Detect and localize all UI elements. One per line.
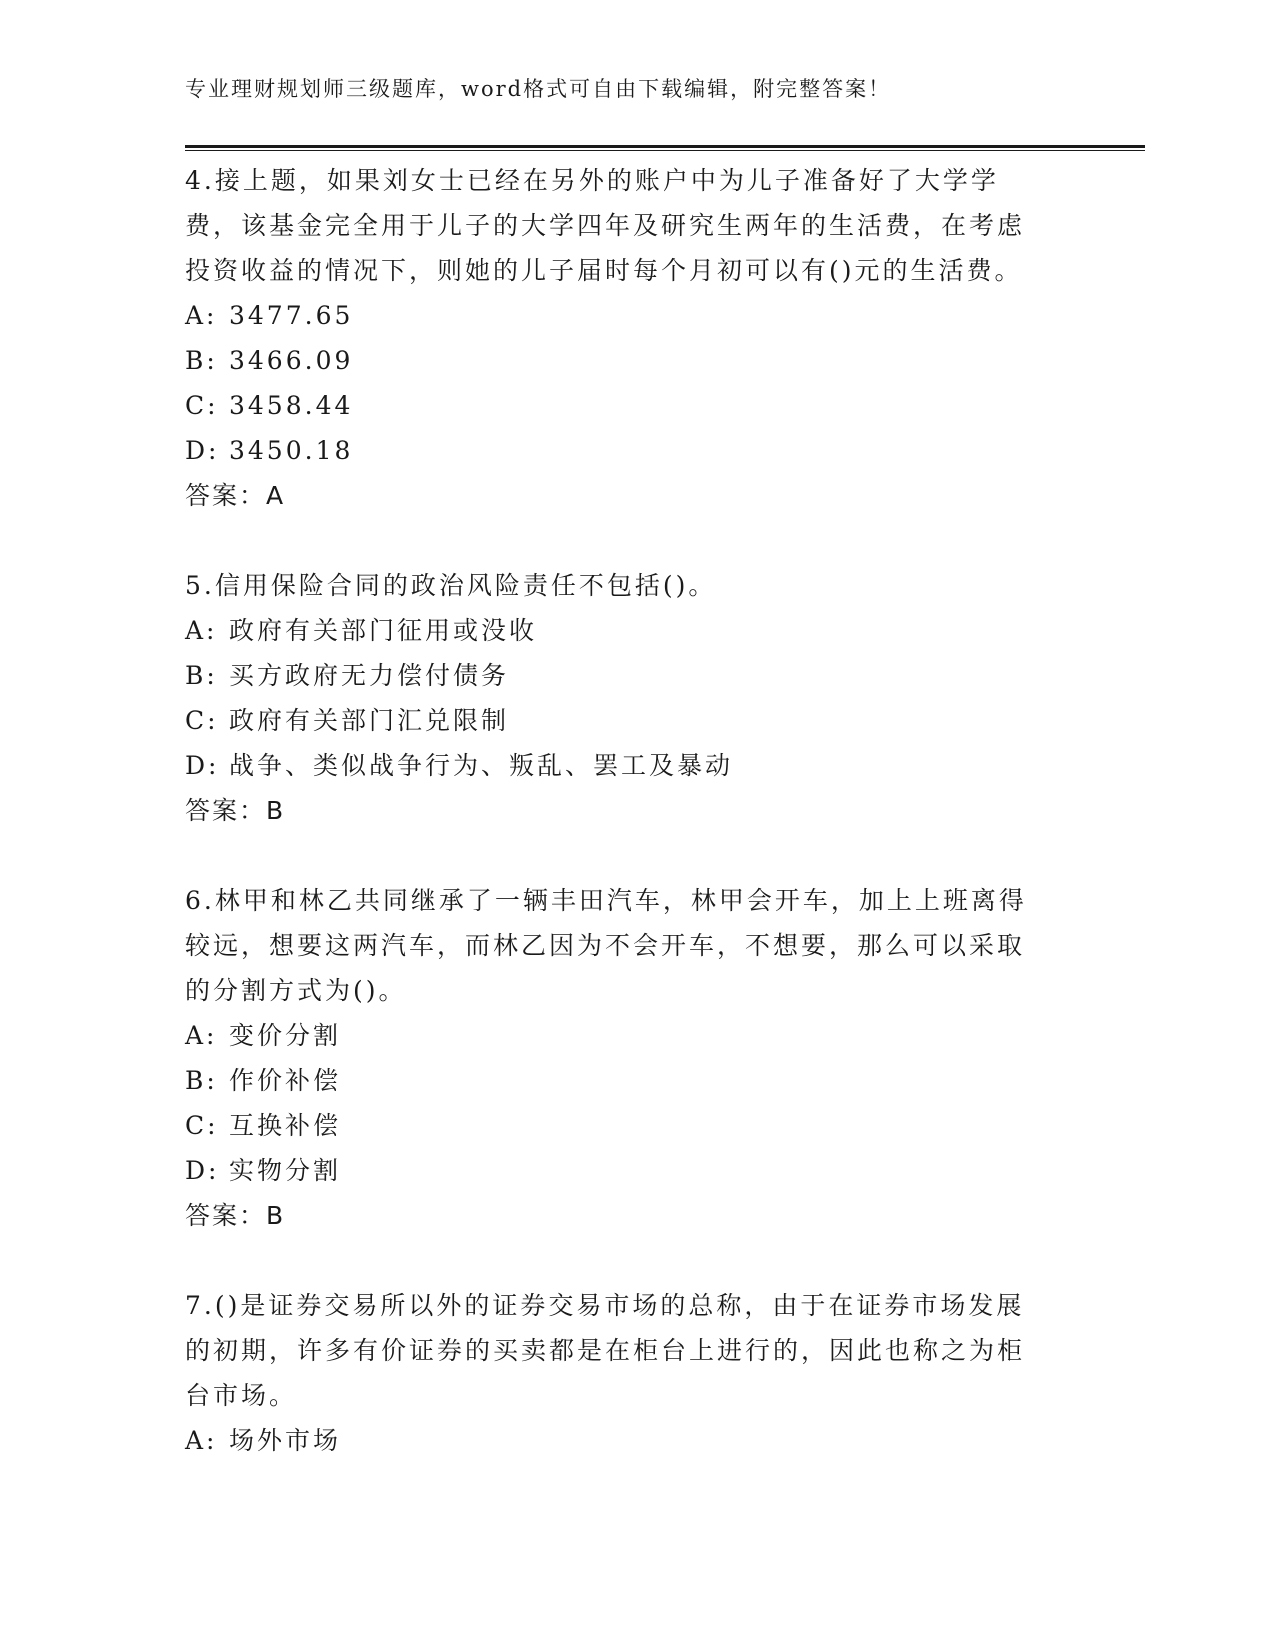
- answer-line: 答案：B: [185, 1201, 286, 1230]
- answer-line: 答案：A: [185, 481, 286, 510]
- option-key: C:: [185, 706, 219, 735]
- option-text: 互换补偿: [229, 1111, 342, 1140]
- option-a: [185, 1013, 1045, 1058]
- option-key: D:: [185, 436, 220, 465]
- option-key: A:: [185, 1021, 218, 1050]
- option-a: [185, 608, 1045, 653]
- option-c: [185, 698, 1045, 743]
- answer-line: 答案：B: [185, 796, 286, 825]
- option-key: C:: [185, 1111, 219, 1140]
- option-a: [185, 1418, 1045, 1463]
- option-key: D:: [185, 751, 220, 780]
- option-text: 3458.44: [229, 391, 354, 420]
- option-b: [185, 653, 1045, 698]
- option-b: [185, 1058, 1045, 1103]
- question-list: [185, 158, 1045, 1508]
- option-key: A:: [185, 1426, 218, 1455]
- option-d: [185, 1148, 1045, 1193]
- question-6: [185, 878, 1045, 1238]
- option-text: 实物分割: [229, 1156, 342, 1185]
- option-text: 场外市场: [229, 1426, 342, 1455]
- option-d: [185, 743, 1045, 788]
- option-text: 买方政府无力偿付债务: [229, 661, 510, 690]
- option-text: 政府有关部门汇兑限制: [229, 706, 510, 735]
- option-text: 战争、类似战争行为、叛乱、罢工及暴动: [229, 751, 734, 780]
- question-5: [185, 563, 1045, 833]
- option-text: 3450.18: [229, 436, 354, 465]
- option-text: 3466.09: [229, 346, 354, 375]
- header-divider-thin: [185, 150, 1145, 151]
- option-text: 3477.65: [229, 301, 354, 330]
- option-text: 变价分割: [229, 1021, 342, 1050]
- option-a: [185, 293, 1045, 338]
- option-key: C:: [185, 391, 219, 420]
- question-stem: 7.()是证券交易所以外的证券交易市场的总称，由于在证券市场发展的初期，许多有价证券的买卖都是在柜台上进行的，因此也称之为柜台市场。: [185, 1291, 1026, 1410]
- question-stem: 4.接上题，如果刘女士已经在另外的账户中为儿子准备好了大学学费，该基金完全用于儿子的大学四年及研究生两年的生活费，在考虑投资收益的情况下，则她的儿子届时每个月初可以有()元的生活费。: [185, 166, 1026, 285]
- question-7: [185, 1283, 1045, 1463]
- header-divider-thick: [185, 145, 1145, 148]
- option-key: B:: [185, 1066, 218, 1095]
- option-key: B:: [185, 661, 218, 690]
- option-d: [185, 428, 1045, 473]
- option-c: [185, 383, 1045, 428]
- question-stem: 6.林甲和林乙共同继承了一辆丰田汽车，林甲会开车，加上上班离得较远，想要这两汽车，而林乙因为不会开车，不想要，那么可以采取的分割方式为()。: [185, 886, 1027, 1005]
- page-header: 专业理财规划师三级题库，word格式可自由下载编辑，附完整答案！: [185, 77, 892, 101]
- option-key: B:: [185, 346, 218, 375]
- option-c: [185, 1103, 1045, 1148]
- option-b: [185, 338, 1045, 383]
- option-key: D:: [185, 1156, 220, 1185]
- question-4: [185, 158, 1045, 518]
- option-text: 作价补偿: [229, 1066, 342, 1095]
- question-stem: 5.信用保险合同的政治风险责任不包括()。: [185, 571, 717, 600]
- option-key: A:: [185, 301, 218, 330]
- option-key: A:: [185, 616, 218, 645]
- option-text: 政府有关部门征用或没收: [229, 616, 538, 645]
